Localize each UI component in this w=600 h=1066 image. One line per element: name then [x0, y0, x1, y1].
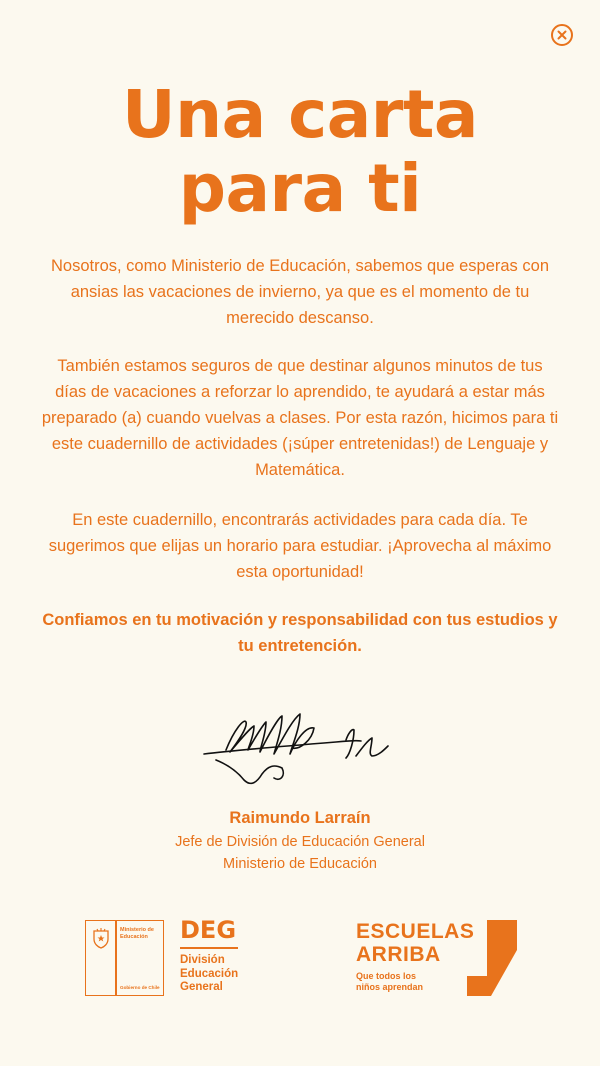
escuelas-arriba-word-1: ESCUELAS [356, 920, 475, 943]
escuelas-arriba-tagline [356, 971, 423, 992]
title-line-1: Una carta [122, 76, 478, 153]
escuelas-arriba-word-2: ARRIBA [356, 943, 441, 966]
signature-image [196, 700, 406, 795]
page-title [0, 78, 600, 226]
coat-of-arms-icon [91, 927, 111, 949]
close-button[interactable] [551, 24, 573, 46]
signer-role: Jefe de División de Educación General [175, 834, 425, 850]
logo-divider [115, 921, 117, 995]
mineduc-government: Gobierno de Chile [120, 985, 160, 990]
letter-paragraph-1: Nosotros, como Ministerio de Educación, sabemos que esperas con ansias las vacaciones de invierno, ya que es el momento de tu merecido descanso. [50, 257, 549, 327]
deg-line-2: Educación [180, 967, 239, 980]
deg-line-1: División [180, 954, 225, 966]
deg-line-3: General [180, 981, 223, 993]
escuelas-arriba-tagline-1: Que todos los [356, 971, 417, 981]
letter-paragraph-2: También estamos seguros de que destinar algunos minutos de tus días de vacaciones a reforzar lo aprendido, te ayudará a estar más preparado (a) cuando vuelvas a clases. Por esta razón, hicimos para ti este cuadernillo de actividades (¡súper entretenidas!) de Lenguaje y Matemática. [41, 357, 559, 479]
letter-closing: Confiamos en tu motivación y responsabilidad con tus estudios y tu entretención. [42, 611, 558, 655]
deg-logo-subtitle [180, 954, 260, 995]
deg-logo-acronym: DEG [180, 916, 237, 944]
signer-institution: Ministerio de Educación [223, 856, 377, 872]
escuelas-arriba-tagline-2: niños aprendan [356, 981, 424, 992]
escuelas-arriba-stairs-icon [467, 920, 517, 996]
mineduc-title: Ministerio de Educación [120, 927, 154, 940]
mineduc-logo [85, 920, 164, 996]
letter-paragraph-3: En este cuadernillo, encontrarás actividades para cada día. Te sugerimos que elijas un horario para estudiar. ¡Aprovecha al máximo esta oportunidad! [48, 511, 552, 581]
signer-name: Raimundo Larraín [229, 809, 371, 827]
title-line-2: para ti [178, 150, 422, 227]
deg-logo-rule [180, 947, 238, 949]
close-icon [557, 30, 567, 40]
